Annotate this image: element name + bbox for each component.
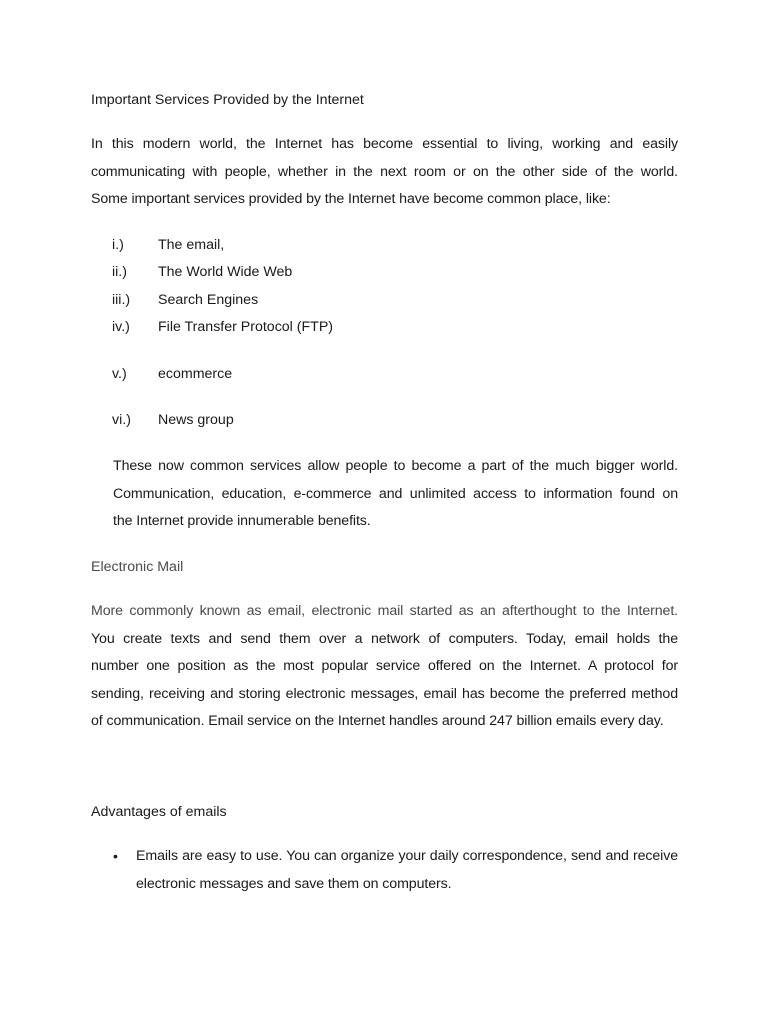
list-number: ii.) — [112, 264, 127, 280]
email-line: sending, receiving and storing electronic messages, email has become the preferred method — [91, 685, 678, 702]
summary-line: Communication, education, e-commerce and unlimited access to information found on — [113, 485, 678, 502]
document-title: Important Services Provided by the Internet — [91, 92, 364, 108]
email-line: You create texts and send them over a network of computers. Today, email holds the — [91, 630, 678, 647]
list-number: i.) — [112, 237, 124, 253]
bullet-icon: • — [113, 848, 118, 864]
list-label: File Transfer Protocol (FTP) — [158, 319, 334, 335]
summary-paragraph — [113, 453, 678, 536]
summary-line: the Internet provide innumerable benefits. — [113, 513, 371, 529]
list-item — [112, 410, 234, 430]
list-number: iv.) — [112, 319, 130, 335]
list-label: The World Wide Web — [158, 264, 293, 280]
advantage-line: Emails are easy to use. You can organize your daily correspondence, send and receive — [136, 848, 678, 864]
email-line: More commonly known as email, electronic mail started as an afterthought to the Internet. — [91, 603, 678, 619]
list-item — [112, 317, 333, 337]
list-label: ecommerce — [158, 366, 233, 382]
advantage-text — [136, 843, 678, 898]
intro-line: Some important services provided by the Internet have become common place, like: — [91, 191, 611, 207]
advantages-heading: Advantages of emails — [91, 804, 227, 820]
intro-paragraph — [91, 131, 678, 214]
list-label: Search Engines — [158, 292, 259, 308]
email-section-heading: Electronic Mail — [91, 559, 184, 575]
advantage-item — [113, 843, 678, 898]
list-label: News group — [158, 412, 234, 428]
list-label: The email, — [158, 237, 225, 253]
list-number: v.) — [112, 366, 127, 382]
list-item — [112, 262, 292, 282]
list-item — [112, 235, 224, 255]
email-line: number one position as the most popular service offered on the Internet. A protocol for — [91, 658, 678, 674]
email-line: of communication. Email service on the Internet handles around 247 billion emails every day. — [91, 713, 664, 729]
intro-line: communicating with people, whether in the next room or on the other side of the world. — [91, 163, 678, 180]
list-number: iii.) — [112, 292, 131, 308]
email-paragraph — [91, 598, 678, 736]
list-number: vi.) — [112, 412, 131, 428]
advantage-line: electronic messages and save them on computers. — [136, 875, 452, 892]
intro-line: In this modern world, the Internet has become essential to living, working and easily — [91, 136, 678, 152]
list-item — [112, 364, 232, 384]
list-item — [112, 290, 258, 310]
summary-line: These now common services allow people to become a part of the much bigger world. — [113, 458, 678, 474]
